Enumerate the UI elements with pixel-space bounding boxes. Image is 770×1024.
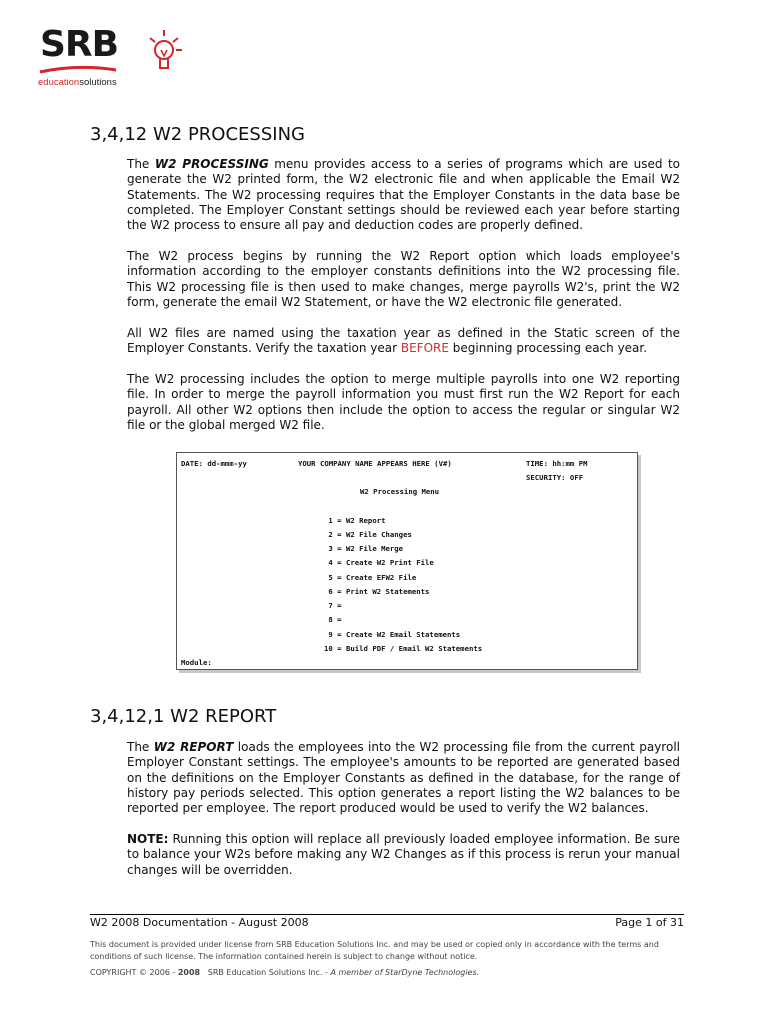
menu-option-6: 6 = Print W2 Statements — [324, 587, 430, 596]
footer-copyright: COPYRIGHT © 2006 - 2008 SRB Education Solutions Inc. - A member of StarDyne Technologies. — [90, 968, 480, 977]
srb-logo — [38, 26, 188, 96]
menu-option-4: 4 = Create W2 Print File — [324, 558, 434, 567]
w2-report-paragraph: The W2 REPORT loads the employees into the W2 processing file from the current payroll Employer Constant settings. The employee's amounts to be reported are generated based on the definitions on the Employer Constants as defined in the database, for the range of history pay periods selected. This option generates a report listing the W2 balances to be reported per employee. The report produced would be used to verify the W2 balances. — [127, 740, 680, 816]
note-label: NOTE: — [127, 832, 169, 846]
logo-tagline: educationsolutions — [38, 77, 117, 88]
menu-option-7: 7 = — [324, 601, 342, 610]
note-paragraph: NOTE: Running this option will replace all previously loaded employee information. Be sure to balance your W2s before making any W2 Changes as if this process is rerun your manual changes will be overridden. — [127, 832, 680, 877]
intro-paragraph: The W2 PROCESSING menu provides access to a series of programs which are used to generate the W2 printed form, the W2 electronic file and when applicable the Email W2 Statements. The W2 processing requires that the Employer Constants in the data base be completed. The Employer Constant settings should be reviewed each year before starting the W2 process to ensure all pay and deduction codes are properly defined. — [127, 157, 680, 233]
section-heading-w2-report: 3,4,12,1 W2 REPORT — [90, 706, 277, 727]
footer-license-text: This document is provided under license from SRB Education Solutions Inc. and may be used or copied only in accordance with the terms and conditions of such license. The information contained herein is subject to change without notice. — [90, 940, 659, 961]
menu-option-2: 2 = W2 File Changes — [324, 530, 412, 539]
section-heading-w2-processing: 3,4,12 W2 PROCESSING — [90, 124, 305, 145]
process-paragraph: The W2 process begins by running the W2 Report option which loads employee's information according to the employer constants definitions into the W2 processing file. This W2 processing file is then used to make changes, merge payrolls W2's, print the W2 form, generate the email W2 Statement, or have the W2 electronic file generated. — [127, 249, 680, 309]
w2-processing-menu-screen — [176, 452, 638, 670]
menu-option-10: 10 = Build PDF / Email W2 Statements — [324, 644, 483, 653]
menu-option-5: 5 = Create EFW2 File — [324, 573, 417, 582]
merge-paragraph: The W2 processing includes the option to merge multiple payrolls into one W2 reporting file. In order to merge the payroll information you must first run the W2 Report for each payroll. All other W2 options then include the option to access the regular or singular W2 file or the global merged W2 file. — [127, 372, 680, 432]
menu-option-8: 8 = — [324, 615, 342, 624]
screen-date: DATE: dd-mmm-yy — [181, 459, 247, 468]
logo-swoosh-icon — [38, 62, 118, 76]
screen-module-prompt: Module: — [181, 658, 212, 667]
menu-option-9: 9 = Create W2 Email Statements — [324, 630, 461, 639]
screen-security: SECURITY: OFF — [526, 473, 584, 482]
lightbulb-icon — [146, 26, 186, 76]
screen-time: TIME: hh:mm PM — [526, 459, 588, 468]
footer-divider — [90, 914, 684, 915]
logo-wordmark: SRB — [40, 24, 119, 65]
screen-menu-title: W2 Processing Menu — [360, 487, 440, 496]
screen-company: YOUR COMPANY NAME APPEARS HERE (V#) — [298, 459, 452, 468]
footer-doc-title: W2 2008 Documentation - August 2008 — [90, 916, 309, 929]
footer-page-number: Page 1 of 31 — [615, 916, 684, 929]
files-paragraph: All W2 files are named using the taxation year as defined in the Static screen of the Employer Constants. Verify the taxation year BEFORE beginning processing each year. — [127, 326, 680, 356]
menu-option-3: 3 = W2 File Merge — [324, 544, 404, 553]
menu-option-1: 1 = W2 Report — [324, 516, 386, 525]
before-emphasis: BEFORE — [400, 341, 449, 356]
